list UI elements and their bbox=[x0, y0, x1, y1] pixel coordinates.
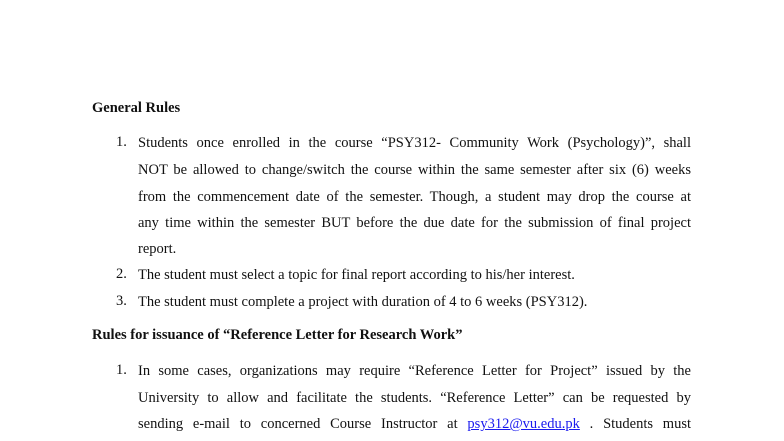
rule-1-line-5: report. bbox=[138, 241, 177, 257]
ref-rule-1-line-1: In some cases, organizations may require “Reference Letter for Project” issued by the bbox=[138, 363, 691, 379]
rule-1-line-4: any time within the semester BUT before the due date for the submission of final project bbox=[138, 215, 691, 231]
instructor-email-link[interactable]: psy312@vu.edu.pk bbox=[467, 416, 580, 432]
ref-rule-1-line-2: University to allow and facilitate the students. “Reference Letter” can be requested by bbox=[138, 390, 691, 406]
rule-2-text: The student must select a topic for final report according to his/her interest. bbox=[138, 267, 575, 283]
general-rules-heading: General Rules bbox=[92, 100, 181, 116]
rule-3-number: 3. bbox=[116, 293, 127, 309]
ref-rule-1-number: 1. bbox=[116, 362, 127, 378]
rule-1-line-3: from the commencement date of the semester. Though, a student may drop the course at bbox=[138, 189, 691, 205]
reference-letter-heading: Rules for issuance of “Reference Letter for Research Work” bbox=[92, 327, 463, 343]
rule-1-line-1: Students once enrolled in the course “PSY312- Community Work (Psychology)”, shall bbox=[138, 135, 691, 151]
rule-2-number: 2. bbox=[116, 266, 127, 282]
rule-3-text: The student must complete a project with duration of 4 to 6 weeks (PSY312). bbox=[138, 294, 588, 310]
ref-rule-1-line-3-tail: . Students must bbox=[589, 416, 692, 432]
rule-1-number: 1. bbox=[116, 134, 127, 150]
rule-1-line-2: NOT be allowed to change/switch the course within the same semester after six (6) weeks bbox=[138, 162, 691, 178]
ref-rule-1-line-3 bbox=[138, 415, 691, 433]
ref-rule-1-line-3-text: sending e-mail to concerned Course Instructor at bbox=[138, 416, 458, 432]
